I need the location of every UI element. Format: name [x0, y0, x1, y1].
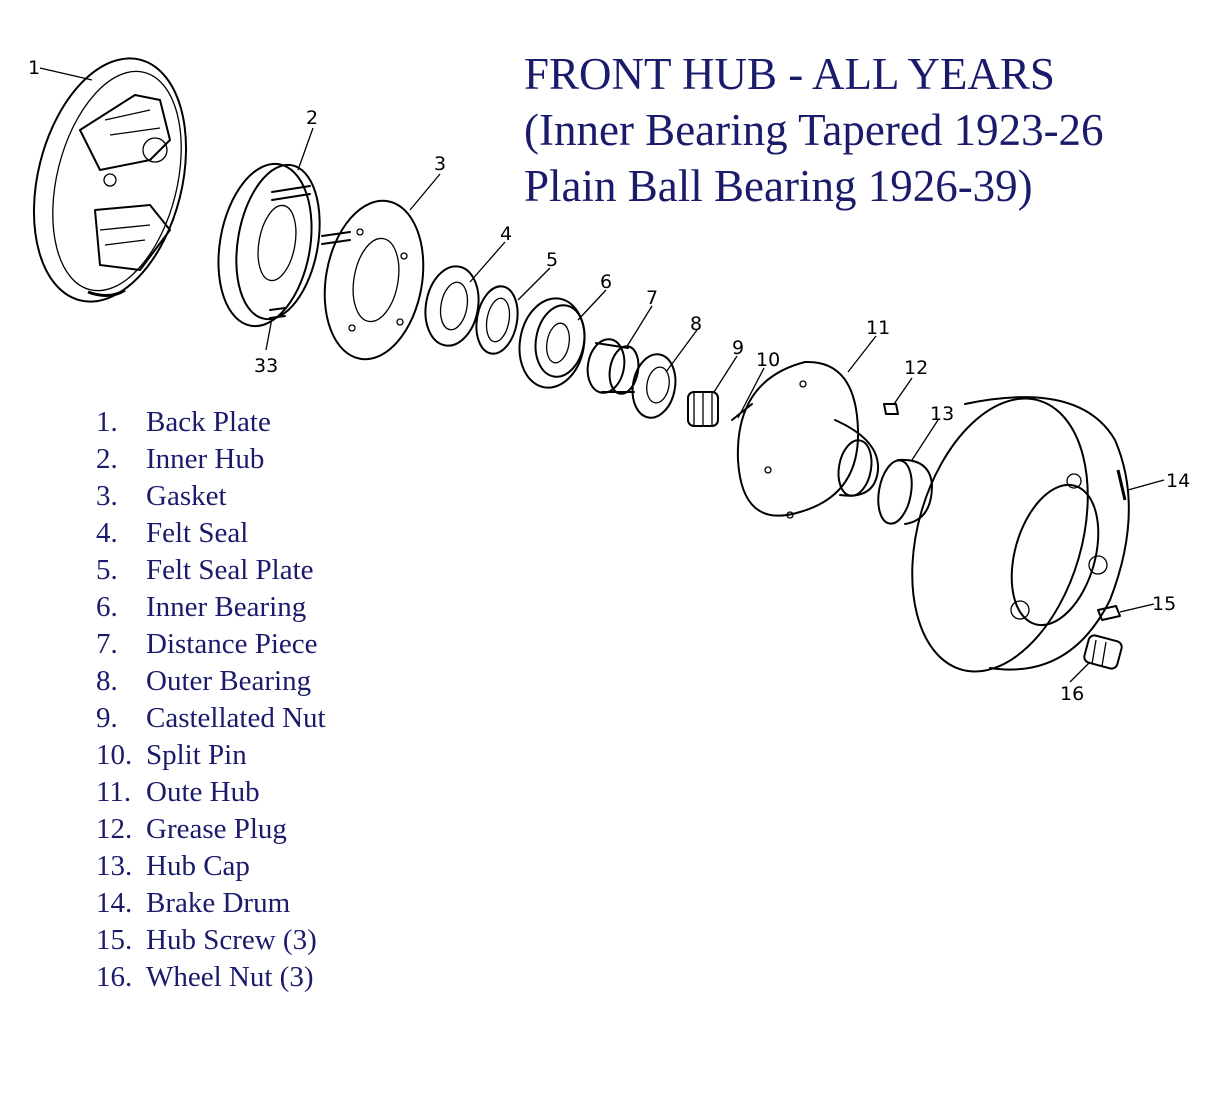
- callout-4: 4: [500, 223, 513, 245]
- legend-item: [96, 811, 326, 848]
- castellated-nut-drawing: [688, 392, 718, 426]
- legend-number: 4.: [96, 517, 118, 549]
- legend-item: [96, 885, 326, 922]
- legend-number: 8.: [96, 665, 118, 697]
- legend-item: [96, 478, 326, 515]
- legend-label: Felt Seal Plate: [146, 554, 314, 586]
- legend-number: 16.: [96, 961, 133, 993]
- legend-number: 13.: [96, 850, 133, 882]
- legend-label: Inner Hub: [146, 443, 265, 475]
- legend-item: [96, 663, 326, 700]
- legend-number: 7.: [96, 628, 118, 660]
- legend-label: Distance Piece: [146, 628, 318, 660]
- legend-item: [96, 959, 326, 996]
- legend-item: [96, 552, 326, 589]
- legend-label: Oute Hub: [146, 776, 260, 808]
- callout-14: 14: [1166, 470, 1191, 492]
- legend-item: [96, 774, 326, 811]
- legend-number: 11.: [96, 776, 132, 808]
- legend-item: [96, 404, 326, 441]
- legend-item: [96, 441, 326, 478]
- legend-item: [96, 626, 326, 663]
- callout-7: 7: [646, 287, 659, 309]
- diagram-title: [524, 46, 1104, 214]
- felt-seal-drawing: [419, 262, 484, 350]
- legend-number: 12.: [96, 813, 133, 845]
- grease-plug-drawing: [884, 404, 898, 414]
- callout-16: 16: [1060, 683, 1085, 705]
- legend-item: [96, 848, 326, 885]
- legend-label: Back Plate: [146, 406, 271, 438]
- title-line-3: Plain Ball Bearing 1926-39): [524, 161, 1033, 211]
- callout-15: 15: [1152, 593, 1177, 615]
- legend-label: Castellated Nut: [146, 702, 326, 734]
- wheel-nut-drawing: [1083, 634, 1123, 670]
- brake-drum-drawing: [883, 378, 1129, 692]
- title-line-1: FRONT HUB - ALL YEARS: [524, 49, 1055, 99]
- legend-number: 6.: [96, 591, 118, 623]
- callout-3: 3: [434, 153, 447, 175]
- legend-label: Outer Bearing: [146, 665, 312, 697]
- callout-8: 8: [690, 313, 703, 335]
- legend-label: Gasket: [146, 480, 227, 512]
- legend-item: [96, 737, 326, 774]
- legend-number: 5.: [96, 554, 118, 586]
- hub-screw-drawing: [1098, 606, 1120, 620]
- inner-bearing-drawing: [513, 293, 592, 393]
- legend-number: 1.: [96, 406, 118, 438]
- legend-label: Hub Screw (3): [146, 924, 317, 956]
- callout-1: 1: [28, 57, 41, 79]
- legend-label: Hub Cap: [146, 850, 250, 882]
- outer-bearing-drawing: [628, 351, 680, 421]
- legend-label: Inner Bearing: [146, 591, 307, 623]
- legend-number: 9.: [96, 702, 118, 734]
- callout-13: 13: [930, 403, 955, 425]
- legend-label: Split Pin: [146, 739, 247, 771]
- callout-2: 2: [306, 107, 319, 129]
- legend-label: Wheel Nut (3): [146, 961, 314, 993]
- callout-33: 33: [254, 355, 279, 377]
- legend-number: 10.: [96, 739, 133, 771]
- outer-hub-drawing: [738, 362, 878, 518]
- gasket-drawing: [313, 193, 435, 367]
- legend-item: [96, 700, 326, 737]
- callout-5: 5: [546, 249, 559, 271]
- hub-cap-drawing: [874, 458, 932, 527]
- callout-6: 6: [600, 271, 613, 293]
- legend-item: [96, 515, 326, 552]
- legend-item: [96, 589, 326, 626]
- legend-label: Brake Drum: [146, 887, 291, 919]
- callout-9: 9: [732, 337, 745, 359]
- legend-number: 14.: [96, 887, 133, 919]
- parts-legend: [96, 404, 326, 996]
- title-line-2: (Inner Bearing Tapered 1923-26: [524, 105, 1104, 155]
- legend-label: Felt Seal: [146, 517, 249, 549]
- legend-item: [96, 922, 326, 959]
- inner-hub-drawing: [206, 156, 350, 333]
- callout-10: 10: [756, 349, 781, 371]
- legend-number: 2.: [96, 443, 118, 475]
- callout-12: 12: [904, 357, 929, 379]
- callout-11: 11: [866, 317, 891, 339]
- legend-label: Grease Plug: [146, 813, 287, 845]
- legend-number: 3.: [96, 480, 118, 512]
- legend-number: 15.: [96, 924, 133, 956]
- back-plate-drawing: [10, 42, 210, 317]
